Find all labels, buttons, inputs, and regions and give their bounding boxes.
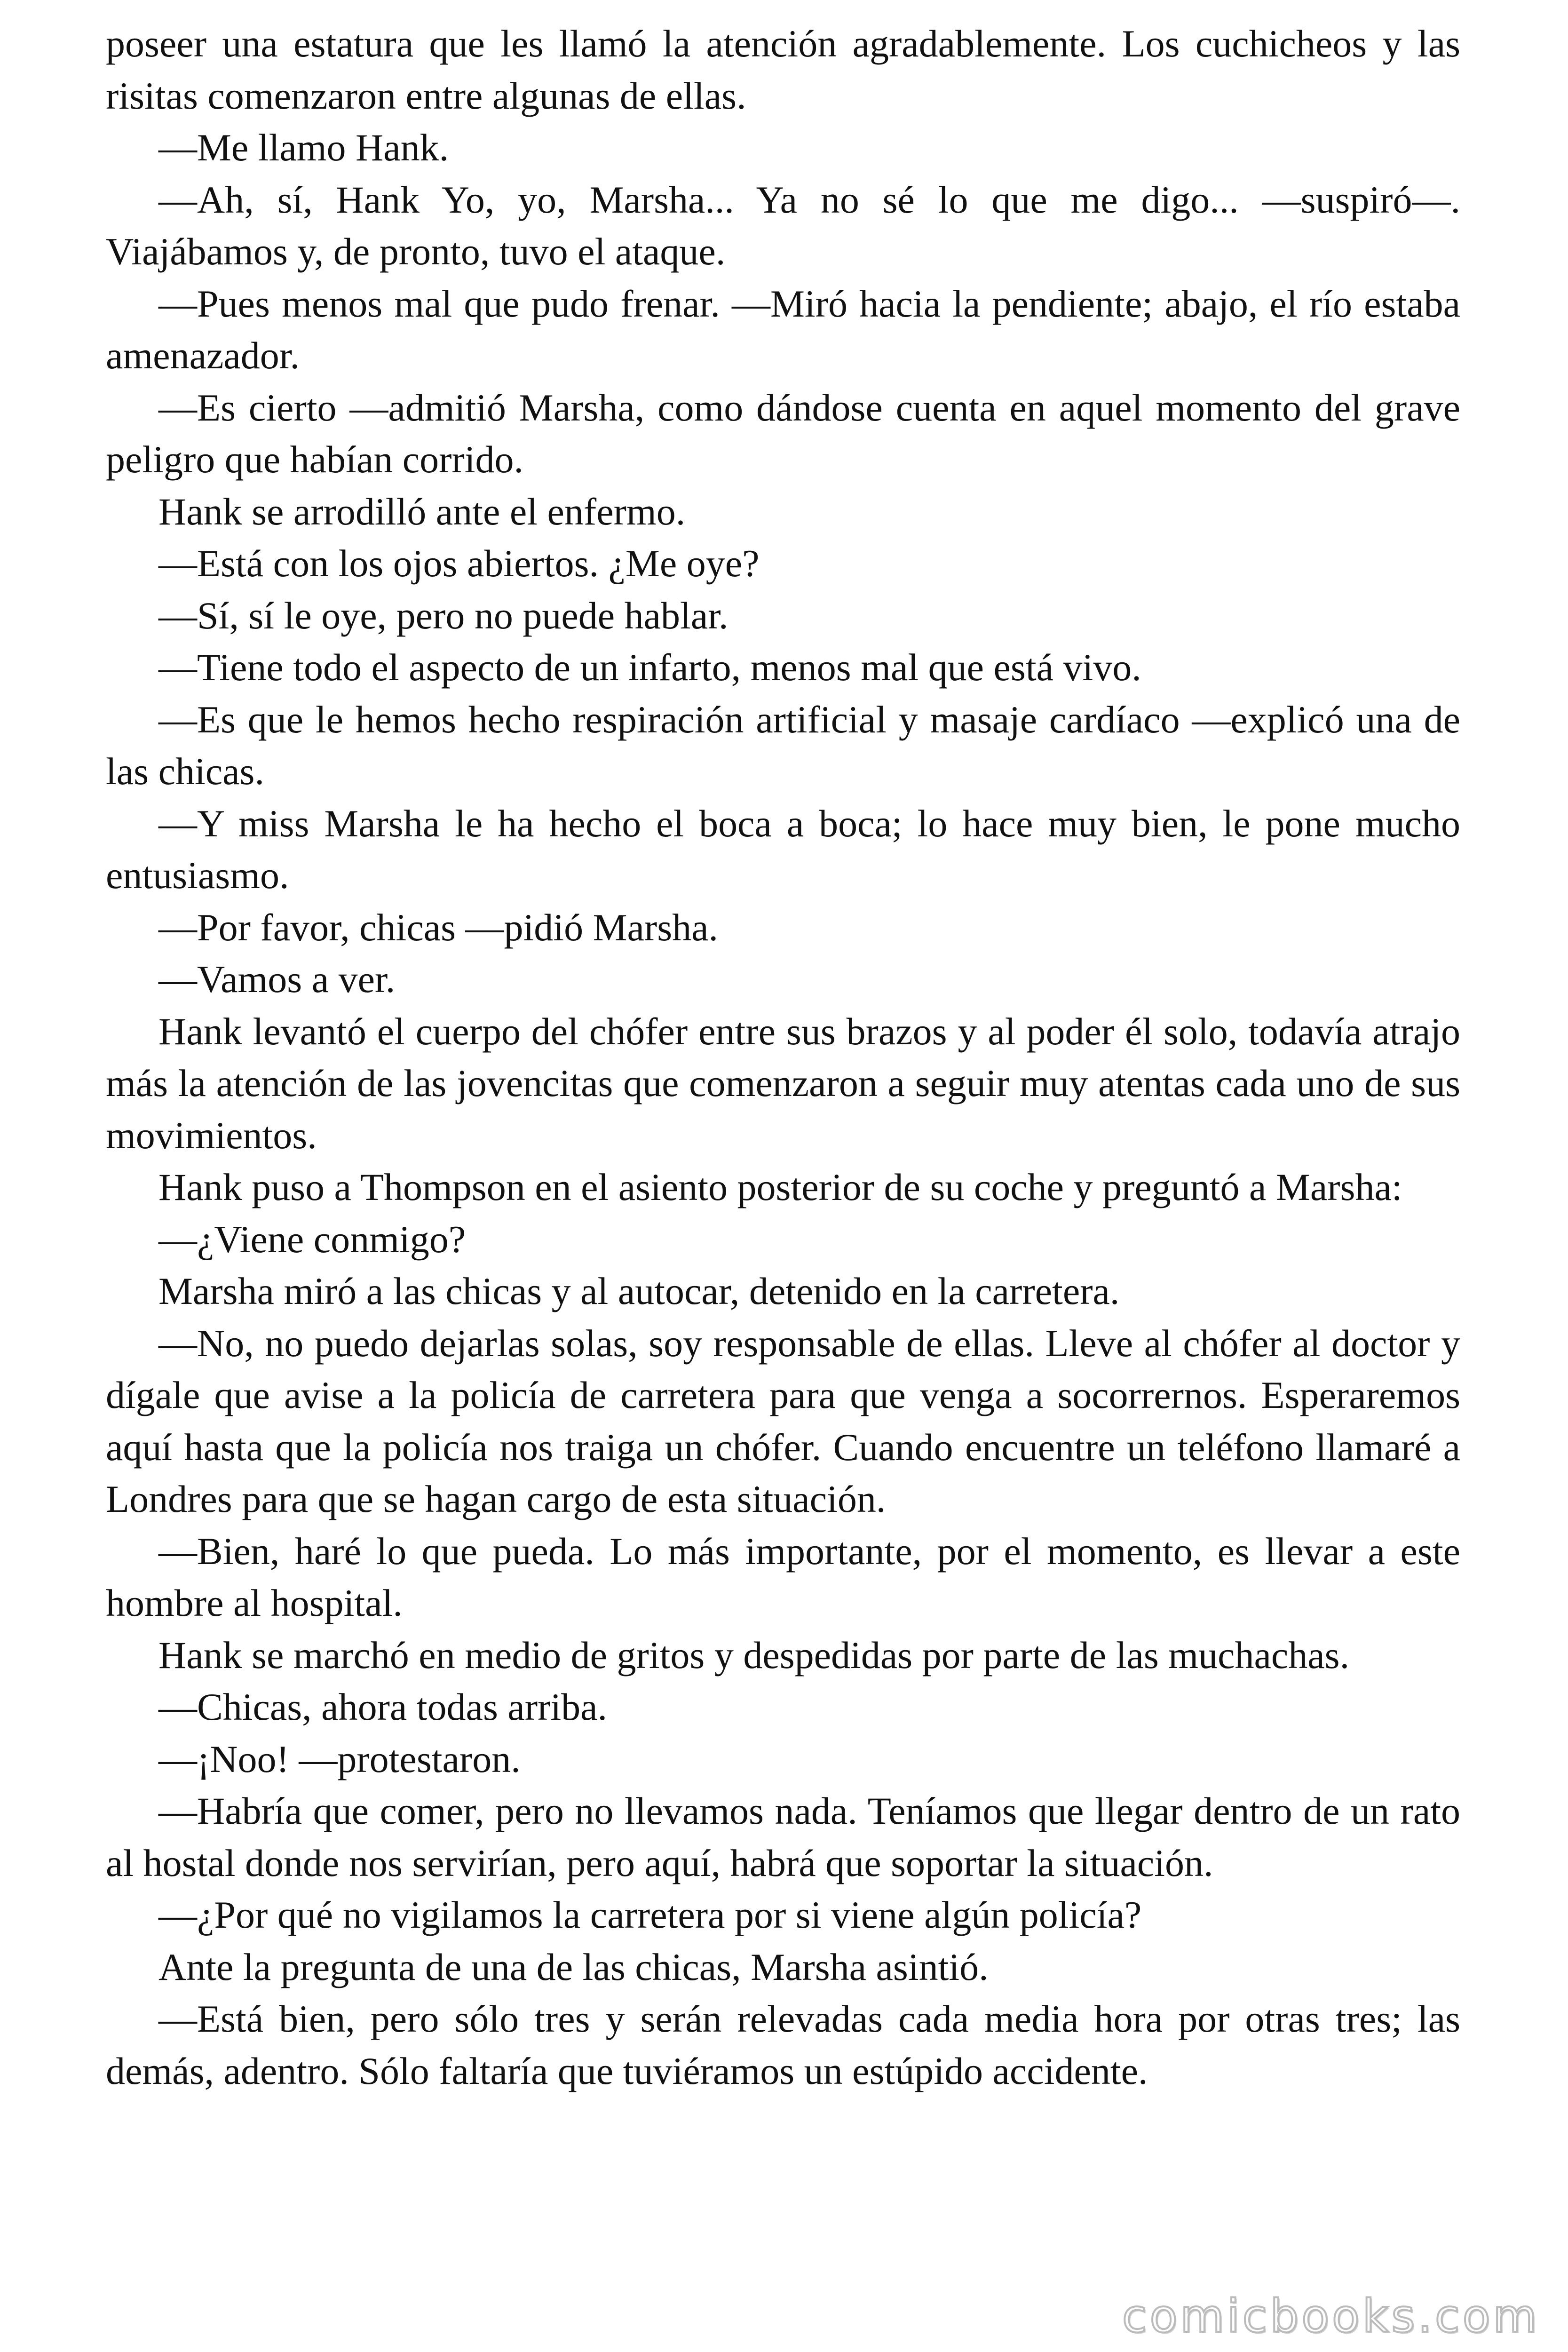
paragraph: —Es que le hemos hecho respiración artificial y masaje cardíaco —explicó una de las chicas. xyxy=(106,698,1460,793)
paragraph: Ante la pregunta de una de las chicas, Marsha asintió. xyxy=(158,1945,989,1988)
paragraph: Hank levantó el cuerpo del chófer entre sus brazos y al poder él solo, todavía atrajo más la atención de las jovencitas que comenzaron a seguir muy atentas cada uno de sus movimientos. xyxy=(106,1009,1460,1157)
paragraph: —Chicas, ahora todas arriba. xyxy=(158,1685,608,1728)
body-text xyxy=(106,18,1460,2097)
paragraph: poseer una estatura que les llamó la atención agradablemente. Los cuchicheos y las risitas comenzaron entre algunas de ellas. xyxy=(106,22,1460,117)
paragraph: —¡Noo! —protestaron. xyxy=(158,1737,521,1780)
paragraph: Hank se arrodilló ante el enfermo. xyxy=(158,490,686,533)
paragraph: —Habría que comer, pero no llevamos nada. Teníamos que llegar dentro de un rato al hostal donde nos servirían, pero aquí, habrá que soportar la situación. xyxy=(106,1789,1460,1884)
paragraph: —Ah, sí, Hank Yo, yo, Marsha... Ya no sé lo que me digo... —suspiró—. Viajábamos y, de pronto, tuvo el ataque. xyxy=(106,178,1460,273)
paragraph: —No, no puedo dejarlas solas, soy responsable de ellas. Lleve al chófer al doctor y dígale que avise a la policía de carretera para que venga a socorrernos. Esperaremos aquí hasta que la policía nos traiga un chófer. Cuando encuentre un teléfono llamaré a Londres para que se hagan cargo de esta situación. xyxy=(106,1321,1460,1520)
paragraph: —Y miss Marsha le ha hecho el boca a boca; lo hace muy bien, le pone mucho entusiasmo. xyxy=(106,802,1460,897)
paragraph: —Por favor, chicas —pidió Marsha. xyxy=(158,906,719,949)
paragraph: —Tiene todo el aspecto de un infarto, menos mal que está vivo. xyxy=(158,646,1141,689)
paragraph: —Vamos a ver. xyxy=(158,958,396,1001)
paragraph: —Me llamo Hank. xyxy=(158,126,449,169)
paragraph: —Bien, haré lo que pueda. Lo más importante, por el momento, es llevar a este hombre al hospital. xyxy=(106,1529,1460,1624)
paragraph: Marsha miró a las chicas y al autocar, detenido en la carretera. xyxy=(158,1270,1120,1312)
paragraph: —Está bien, pero sólo tres y serán relevadas cada media hora por otras tres; las demás, adentro. Sólo faltaría que tuviéramos un estúpido accidente. xyxy=(106,1997,1460,2092)
paragraph: —Está con los ojos abiertos. ¿Me oye? xyxy=(158,542,760,585)
paragraph: —Es cierto —admitió Marsha, como dándose cuenta en aquel momento del grave peligro que habían corrido. xyxy=(106,386,1460,481)
paragraph: —¿Viene conmigo? xyxy=(158,1217,466,1261)
paragraph: —Pues menos mal que pudo frenar. —Miró hacia la pendiente; abajo, el río estaba amenazador. xyxy=(106,282,1460,377)
paragraph: Hank puso a Thompson en el asiento posterior de su coche y preguntó a Marsha: xyxy=(158,1166,1402,1208)
paragraph: —Sí, sí le oye, pero no puede hablar. xyxy=(158,594,729,637)
paragraph: —¿Por qué no vigilamos la carretera por si viene algún policía? xyxy=(158,1893,1142,1936)
paragraph: Hank se marchó en medio de gritos y despedidas por parte de las muchachas. xyxy=(158,1633,1350,1677)
watermark: comicbooks.com xyxy=(1122,2290,1540,2343)
